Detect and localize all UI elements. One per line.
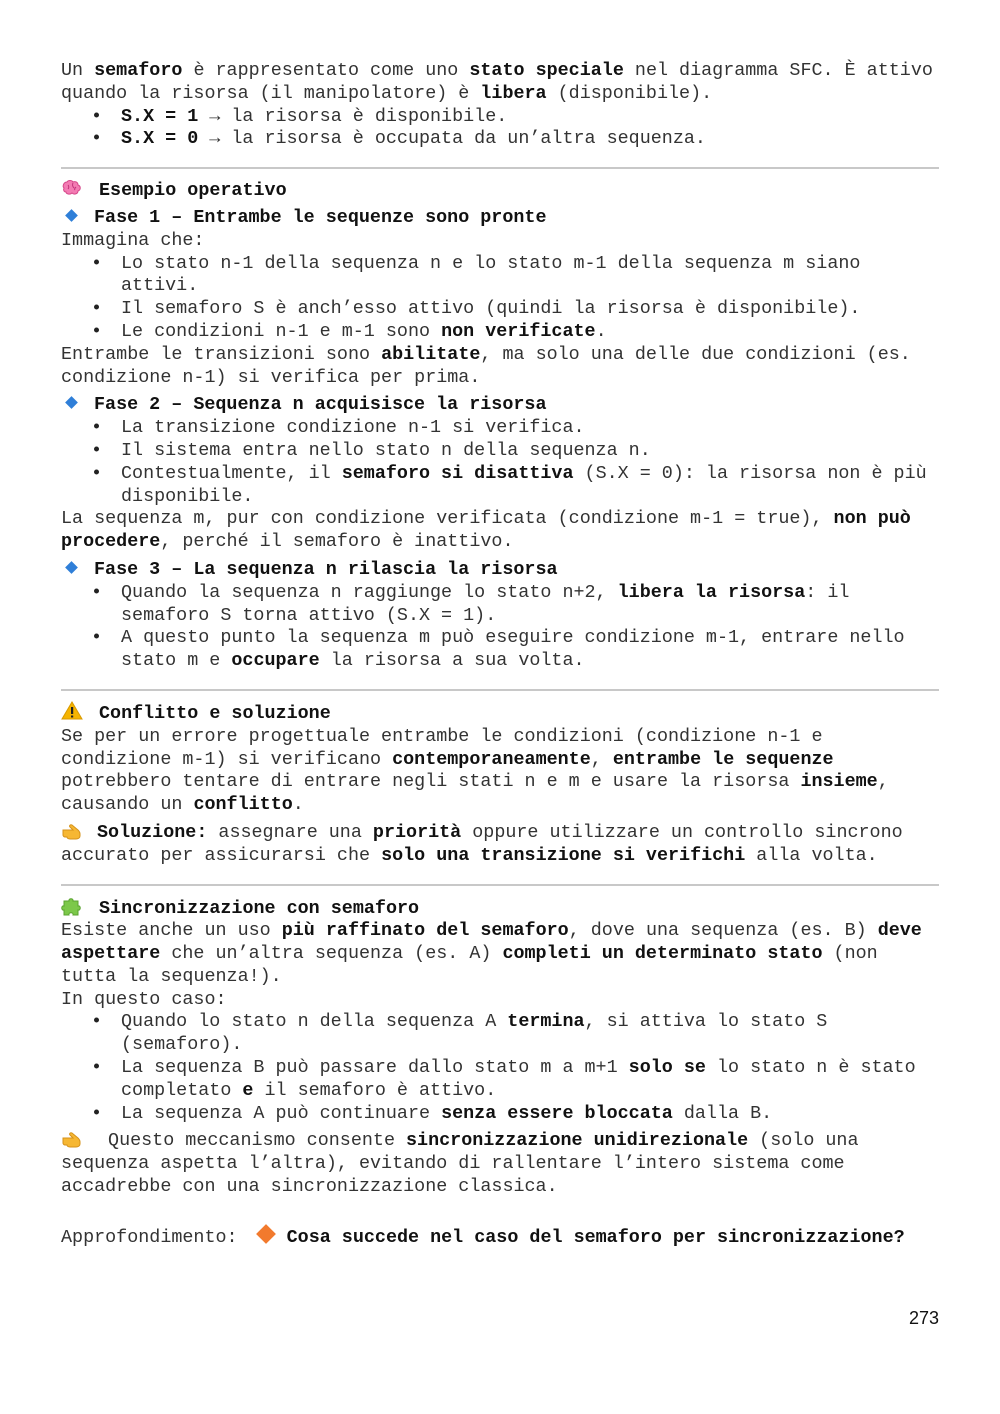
paragraph: La sequenza m, pur con condizione verificata (condizione m-1 = true), non può procedere, perché il semaforo è inattivo. <box>61 508 911 553</box>
list-item: • Quando la sequenza n raggiunge lo stato n+2, libera la risorsa: il semaforo S torna attivo (S.X = 1). <box>121 582 939 628</box>
fase2-list <box>61 417 939 508</box>
blue-diamond-icon <box>65 396 78 409</box>
list-item: • La sequenza A può continuare senza essere bloccata dalla B. <box>121 1103 939 1126</box>
paragraph: Esiste anche un uso più raffinato del semaforo, dove una sequenza (es. B) deve aspettare che un’altra sequenza (es. A) completi un determinato stato (non tutta la sequenza!). <box>61 920 922 987</box>
fase1-heading: Fase 1 – Entrambe le sequenze sono pronte <box>61 207 939 230</box>
brain-icon <box>61 179 83 197</box>
paragraph: Immagina che: <box>61 229 205 251</box>
list-item: • La sequenza B può passare dallo stato m a m+1 solo se lo stato n è stato completato e il semaforo è attivo. <box>121 1057 939 1103</box>
section-heading-conflitto: Conflitto e soluzione <box>61 701 939 726</box>
blue-diamond-icon <box>65 209 78 222</box>
section-heading-esempio: Esempio operativo <box>61 179 939 203</box>
list-item: • Quando lo stato n della sequenza A termina, si attiva lo stato S (semaforo). <box>121 1011 939 1057</box>
page-number: 273 <box>908 1308 939 1328</box>
solution-paragraph: Soluzione: assegnare una priorità oppure utilizzare un controllo sincrono accurato per assicurarsi che solo una transizione si verifichi alla volta. <box>61 821 903 866</box>
fase1-list <box>61 253 939 344</box>
list-item: • A questo punto la sequenza m può eseguire condizione m-1, entrare nello stato m e occupare la risorsa a sua volta. <box>121 627 939 673</box>
puzzle-piece-icon <box>61 896 83 916</box>
sincro-list <box>61 1011 939 1125</box>
note-paragraph: Questo meccanismo consente sincronizzazione unidirezionale (solo una sequenza aspetta l’altra), evitando di rallentare l’intero sistema come accadrebbe con una sincronizzazione classica. <box>61 1130 859 1198</box>
section-divider <box>61 884 939 886</box>
list-item: • La transizione condizione n-1 si verifica. <box>121 417 939 440</box>
fase2-heading: Fase 2 – Sequenza n acquisisce la risorsa <box>61 394 939 417</box>
intro-paragraph: Un semaforo è rappresentato come uno stato speciale nel diagramma SFC. È attivo quando la risorsa (il manipolatore) è libera (disponibile). <box>61 60 933 104</box>
pointing-hand-icon <box>61 1130 85 1148</box>
warning-icon <box>61 701 83 720</box>
paragraph: Se per un errore progettuale entrambe le condizioni (condizione n-1 e condizione m-1) si verificano contemporaneamente, entrambe le sequenze potrebbero tentare di entrare negli stati n e m e usare la risorsa insieme, causando un conflitto. <box>61 725 889 816</box>
paragraph: In questo caso: <box>61 988 227 1010</box>
intro-list <box>61 106 939 152</box>
list-item: • Contestualmente, il semaforo si disattiva (S.X = 0): la risorsa non è più disponibile. <box>121 463 939 509</box>
list-item: • Le condizioni n-1 e m-1 sono non verificate. <box>121 321 939 344</box>
paragraph: Entrambe le transizioni sono abilitate, ma solo una delle due condizioni (es. condizione n-1) si verifica per prima. <box>61 343 911 388</box>
section-divider <box>61 689 939 691</box>
approfondimento-paragraph: Approfondimento: Cosa succede nel caso del semaforo per sincronizzazione? <box>61 1227 939 1250</box>
pointing-hand-icon <box>61 822 85 840</box>
blue-diamond-icon <box>65 561 78 574</box>
section-divider <box>61 167 939 169</box>
fase3-list <box>61 582 939 673</box>
list-item: • Il sistema entra nello stato n della sequenza n. <box>121 440 939 463</box>
list-item: • Lo stato n-1 della sequenza n e lo stato m-1 della sequenza m siano attivi. <box>121 253 939 299</box>
fase3-heading: Fase 3 – La sequenza n rilascia la risorsa <box>61 559 939 582</box>
list-item: • S.X = 0 → la risorsa è occupata da un’altra sequenza. <box>121 128 939 151</box>
document-page <box>61 60 939 1250</box>
orange-diamond-icon <box>256 1224 276 1244</box>
list-item: • Il semaforo S è anch’esso attivo (quindi la risorsa è disponibile). <box>121 298 939 321</box>
section-heading-sincro: Sincronizzazione con semaforo <box>61 896 939 921</box>
list-item: • S.X = 1 → la risorsa è disponibile. <box>121 106 939 129</box>
